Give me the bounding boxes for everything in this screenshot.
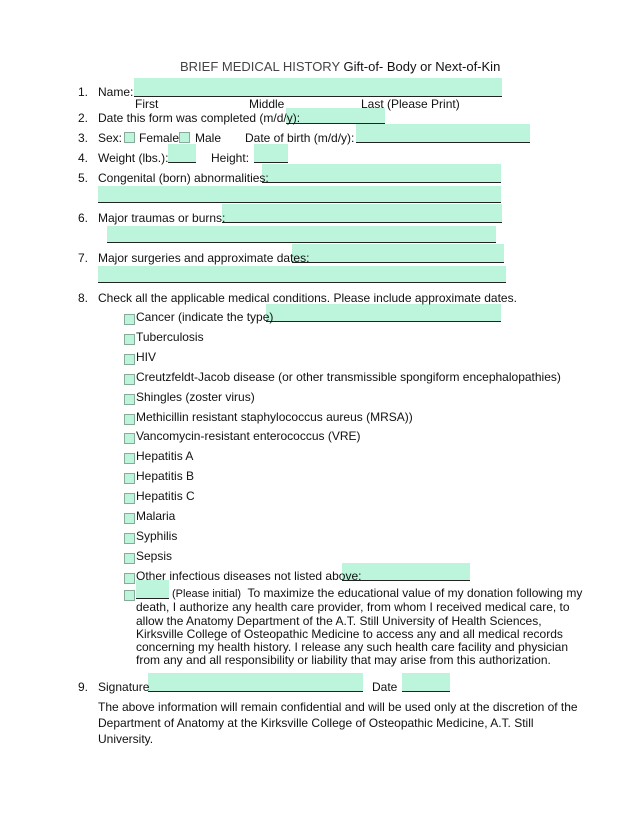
q5-num: 5. — [78, 171, 89, 185]
condition-checkbox[interactable] — [124, 573, 135, 584]
first-label: First — [135, 97, 159, 111]
condition-label: Hepatitis B — [136, 469, 195, 484]
surgeries-label: Major surgeries and approximate dates: — [98, 251, 310, 265]
date-label: Date — [372, 680, 398, 694]
title-sub: Gift-of- Body or Next-of-Kin — [343, 59, 501, 74]
sex-label: Sex: — [98, 131, 123, 145]
cancer-type-field[interactable] — [266, 304, 501, 322]
condition-checkbox[interactable] — [124, 473, 135, 484]
height-field[interactable] — [254, 144, 288, 163]
q4-num: 4. — [78, 151, 89, 165]
condition-label: Creutzfeldt-Jacob disease (or other transmissible spongiform encephalopathies) — [136, 369, 561, 384]
condition-checkbox[interactable] — [124, 533, 135, 544]
condition-label: Methicillin resistant staphylococcus aureus (MRSA)) — [136, 409, 413, 424]
date-completed-label: Date this form was completed (m/d/y): — [98, 111, 301, 125]
condition-checkbox[interactable] — [124, 493, 135, 504]
signature-date-field[interactable] — [402, 673, 450, 692]
condition-checkbox[interactable] — [124, 394, 135, 405]
congenital-field-2[interactable] — [98, 186, 501, 203]
condition-label: Other infectious diseases not listed above: — [136, 568, 362, 583]
traumas-label: Major traumas or burns: — [98, 211, 226, 225]
condition-checkbox[interactable] — [124, 433, 135, 444]
initial-label: (Please initial) — [172, 588, 242, 600]
title-main: BRIEF MEDICAL HISTORY — [180, 59, 340, 74]
name-label: Name: — [98, 85, 134, 99]
q2-num: 2. — [78, 111, 89, 125]
confidentiality-note: The above information will remain confidential and will be used only at the discretion of the Department of Anatomy at the Kirksville College of Osteopathic Medicine, A.T. Still University. — [98, 700, 578, 746]
condition-checkbox[interactable] — [124, 513, 135, 524]
condition-checkbox[interactable] — [124, 414, 135, 425]
condition-label: Malaria — [136, 509, 176, 523]
authorization-body: To maximize the educational value of my donation following my death, I authorize any health care provider, from whom I received medical care, to allow the Anatomy Department of the A.T. Still University of Health Sciences, Kirksville College of Osteopathic Medicine to access any and all medical records concerning my health history. I release any such health care facility and physician from any and all responsibility or liability that may arise from this authorization. — [136, 586, 583, 668]
condition-label: Cancer (indicate the type) — [136, 310, 274, 324]
surgeries-field-1[interactable] — [292, 244, 504, 263]
condition-checkbox[interactable] — [124, 314, 135, 325]
q9-num: 9. — [78, 680, 89, 694]
condition-label: Tuberculosis — [136, 329, 204, 344]
q6-num: 6. — [78, 211, 89, 225]
name-field[interactable] — [134, 78, 502, 97]
surgeries-field-2[interactable] — [98, 266, 506, 283]
condition-checkbox[interactable] — [124, 553, 135, 564]
q3-num: 3. — [78, 131, 89, 145]
condition-label: Shingles (zoster virus) — [136, 389, 255, 404]
condition-checkbox[interactable] — [124, 354, 135, 365]
congenital-field-1[interactable] — [262, 164, 501, 183]
conditions-label: Check all the applicable medical conditions. Please include approximate dates. — [98, 291, 517, 305]
condition-label: HIV — [136, 349, 157, 364]
q1-num: 1. — [78, 85, 89, 99]
condition-checkbox[interactable] — [124, 334, 135, 345]
dob-field[interactable] — [356, 124, 530, 143]
condition-label: Hepatitis A — [136, 449, 194, 464]
height-label: Height: — [211, 151, 250, 165]
condition-label: Vancomycin-resistant enterococcus (VRE) — [136, 429, 361, 444]
traumas-field-2[interactable] — [107, 226, 496, 243]
middle-label: Middle — [249, 97, 285, 111]
weight-field[interactable] — [168, 144, 196, 163]
q7-num: 7. — [78, 251, 89, 265]
authorization-text — [136, 587, 591, 668]
condition-label: Sepsis — [136, 548, 173, 563]
signature-field[interactable] — [148, 673, 363, 692]
condition-checkbox[interactable] — [124, 374, 135, 385]
congenital-label: Congenital (born) abnormalities: — [98, 171, 269, 185]
male-checkbox[interactable] — [179, 132, 190, 143]
female-checkbox[interactable] — [124, 132, 135, 143]
male-label: Male — [195, 131, 222, 145]
condition-label: Syphilis — [136, 528, 178, 543]
form-title — [180, 60, 500, 74]
condition-checkbox[interactable] — [124, 453, 135, 464]
q8-num: 8. — [78, 291, 89, 305]
dob-label: Date of birth (m/d/y): — [245, 131, 355, 145]
condition-label: Hepatitis C — [136, 489, 195, 504]
female-label: Female — [139, 131, 180, 145]
weight-label: Weight (lbs.): — [98, 151, 169, 165]
signature-label: Signature — [98, 680, 150, 694]
last-label: Last (Please Print) — [361, 97, 460, 111]
authorization-checkbox[interactable] — [124, 590, 135, 601]
traumas-field-1[interactable] — [222, 204, 502, 223]
